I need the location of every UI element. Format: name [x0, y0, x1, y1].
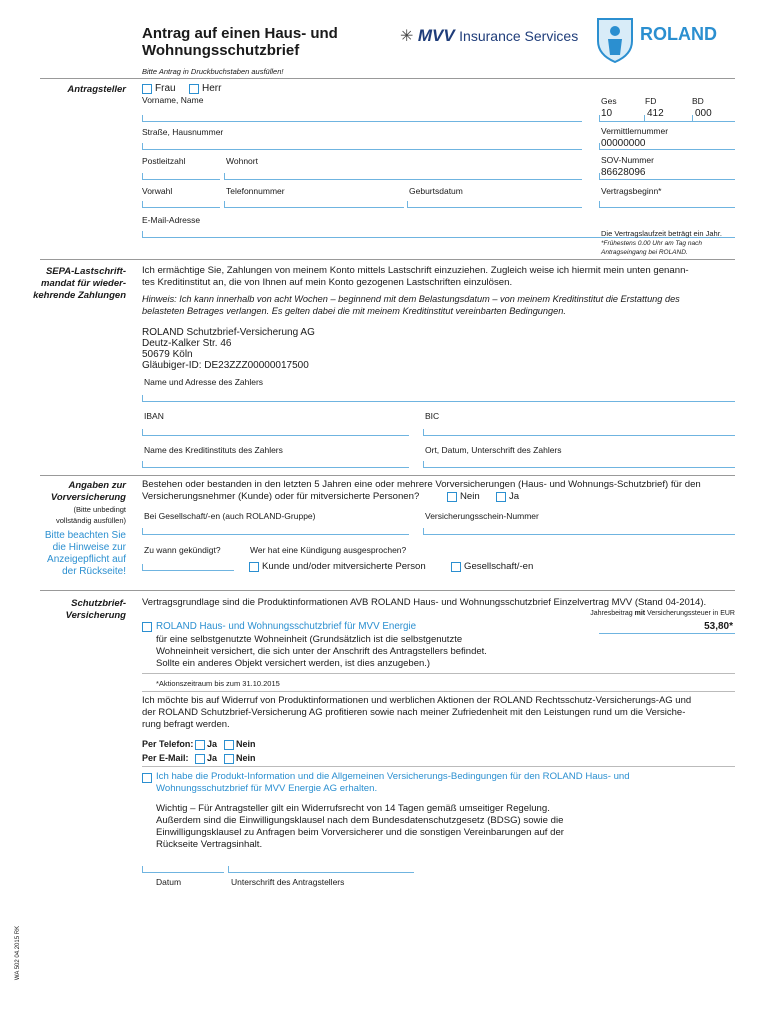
consent-text-1: Ich möchte bis auf Widerruf von Produktinformationen und werblichen Aktionen der ROLAND Rechtsschutz-Versicherungs-AG und [142, 695, 692, 706]
vorversicherung-note-1: (Bitte unbedingt [73, 505, 126, 514]
kreditinstitut-label: Name des Kreditinstituts des Zahlers [144, 445, 283, 455]
sepa-hint-1: Hinweis: Ich kann innerhalb von acht Wochen – beginnend mit dem Belastungsdatum – von meinem Kreditinstitut die Erstattung des [142, 294, 680, 304]
product-option-label: ROLAND Haus- und Wohnungsschutzbrief für MVV Energie [156, 621, 417, 632]
telefon-label: Telefonnummer [226, 186, 285, 196]
antragsteller-divider [40, 259, 735, 260]
telefon-ja-label: Ja [207, 739, 218, 749]
ort-datum-label: Ort, Datum, Unterschrift des Zahlers [425, 445, 562, 455]
star-icon: ✳ [400, 28, 414, 45]
vorversicherung-nein-label: Nein [460, 491, 480, 502]
geburtsdatum-label: Geburtsdatum [409, 186, 463, 196]
schein-nummer-field[interactable] [423, 534, 735, 535]
mvv-brand: MVV [417, 26, 455, 45]
wichtig-text-3: Einwilligungsklausel zu Anfragen beim Vorversicherer und die sonstigen Vereinbarungen auf der [156, 827, 564, 838]
vorname-name-label: Vorname, Name [142, 95, 204, 105]
anzeigepflicht-hint-2: die Hinweise zur [52, 542, 126, 553]
product-desc-1: für eine selbstgenutzte Wohneinheit (Grundsätzlich ist die selbstgenutzte [156, 634, 463, 645]
mvv-subtitle: Insurance Services [459, 28, 579, 44]
email-ja-checkbox[interactable] [195, 754, 205, 764]
datum-field[interactable] [142, 872, 224, 873]
instruction-text: Bitte Antrag in Druckbuchstaben ausfüllen! [142, 67, 284, 76]
anzeigepflicht-hint-1: Bitte beachten Sie [44, 530, 126, 541]
gesellschaft-label: Bei Gesellschaft/-en (auch ROLAND-Gruppe) [144, 511, 316, 521]
sov-field[interactable] [599, 179, 735, 180]
name-adresse-field[interactable] [142, 401, 735, 402]
creditor-line-1: ROLAND Schutzbrief-Versicherung AG [142, 327, 315, 338]
plz-field[interactable] [142, 179, 220, 180]
ges-label: Ges [601, 96, 617, 106]
iban-field[interactable] [142, 435, 409, 436]
sepa-text-2: tes Kreditinstitut an, die von Ihnen auf mein Konto gezogenen Lastschriften einzulösen. [142, 277, 513, 288]
consent-text-2: der ROLAND Schutzbrief-Versicherung AG profitieren sowie nach meiner Zufriedenheit mit den Leistungen rund um die Versiche- [142, 707, 686, 718]
aktion-divider-top [142, 673, 735, 674]
wichtig-text-4: Rückseite Vertragsinhalt. [156, 839, 263, 850]
per-email-label: Per E-Mail: [142, 753, 189, 763]
strasse-field[interactable] [142, 149, 582, 150]
gesellschaft-field[interactable] [142, 534, 409, 535]
product-desc-3: Sollte ein anderes Objekt versichert werden, ist dies anzugeben.) [156, 658, 431, 669]
confirm-checkbox[interactable] [142, 773, 152, 783]
vorversicherung-question-2: Versicherungsnehmer (Kunde) oder für mitversicherte Personen? [142, 491, 420, 502]
kunde-checkbox[interactable] [249, 562, 259, 572]
jahresbeitrag-label: Jahresbeitrag mit Versicherungssteuer in EUR [590, 610, 735, 617]
creditor-id: Gläubiger-ID: DE23ZZZ00000017500 [142, 360, 309, 371]
roland-logo [596, 17, 634, 68]
plz-label: Postleitzahl [142, 156, 186, 166]
unterschrift-label: Unterschrift des Antragstellers [231, 877, 345, 887]
vermittler-value: 00000000 [601, 138, 646, 149]
roland-shield-icon [596, 17, 634, 63]
schutzbrief-label-1: Schutzbrief- [71, 598, 126, 609]
strasse-label: Straße, Hausnummer [142, 127, 224, 137]
schutzbrief-label-2: Versicherung [65, 610, 126, 621]
sepa-label-1: SEPA-Lastschrift- [45, 266, 126, 277]
kunde-option-label: Kunde und/oder mitversicherte Person [262, 561, 426, 572]
vertragsgrundlage-text: Vertragsgrundlage sind die Produktinformationen AVB ROLAND Haus- und Wohnungsschutzbrief Einzelvertrag MVV (Stand 04-2014). [142, 597, 707, 608]
bd-label: BD [692, 96, 704, 106]
form-title-line1: Antrag auf einen Haus- und [142, 25, 338, 42]
frau-checkbox[interactable] [142, 84, 152, 94]
consent-divider [142, 766, 735, 767]
anzeigepflicht-hint-4: der Rückseite! [62, 566, 126, 577]
vertragsbeginn-label: Vertragsbeginn* [601, 186, 662, 196]
vorversicherung-nein-checkbox[interactable] [447, 492, 457, 502]
telefon-nein-checkbox[interactable] [224, 740, 234, 750]
wichtig-text-2: Außerdem sind die Einwilligungsklausel nach dem Bundesdatenschutzgesetz (BDSG) sowie die [156, 815, 564, 826]
wohnort-field[interactable] [224, 179, 582, 180]
vertragsbeginn-field[interactable] [599, 207, 735, 208]
consent-text-3: rung befragt werden. [142, 719, 230, 730]
datum-label: Datum [156, 877, 182, 887]
sepa-label-3: kehrende Zahlungen [33, 290, 126, 301]
vorwahl-label: Vorwahl [142, 186, 173, 196]
product-desc-2: Wohneinheit versichert, die sich unter der Anschrift des Antragstellers befindet. [156, 646, 487, 657]
vorversicherung-ja-label: Ja [509, 491, 520, 502]
vorversicherung-question-1: Bestehen oder bestanden in den letzten 5 Jahren eine oder mehrere Vorversicherungen (Haus- und Wohnungs-Schutzbrief) für den [142, 479, 701, 490]
fd-value: 412 [647, 108, 664, 119]
fruehestens-note-1: *Frühestens 0.00 Uhr am Tag nach [601, 240, 702, 247]
ges-fd-bd-field[interactable] [599, 121, 735, 122]
mvv-logo [400, 26, 578, 46]
fruehestens-note-2: Antragseingang bei ROLAND. [601, 249, 688, 256]
vorversicherung-divider [40, 590, 735, 591]
email-nein-label: Nein [236, 753, 256, 763]
price-value: 53,80* [704, 621, 733, 632]
vorname-name-field[interactable] [142, 121, 582, 122]
aktion-divider-bottom [142, 691, 735, 692]
geburtsdatum-field[interactable] [407, 207, 582, 208]
wohnort-label: Wohnort [226, 156, 258, 166]
kreditinstitut-field[interactable] [142, 467, 409, 468]
anzeigepflicht-hint-3: Anzeigepflicht auf [47, 554, 126, 565]
wer-kuendigung-label: Wer hat eine Kündigung ausgesprochen? [250, 545, 407, 555]
vorversicherung-label-2: Vorversicherung [50, 492, 126, 503]
product-checkbox[interactable] [142, 622, 152, 632]
email-label: E-Mail-Adresse [142, 215, 201, 225]
sepa-text-1: Ich ermächtige Sie, Zahlungen von meinem Konto mittels Lastschrift einzuziehen. Zugleich weise ich hiermit mein unten genann- [142, 265, 689, 276]
ort-datum-signature-field[interactable] [423, 467, 735, 468]
frau-label: Frau [155, 83, 176, 94]
iban-label: IBAN [144, 411, 164, 421]
vermittler-label: Vermittlernummer [601, 126, 669, 136]
vorversicherung-label-1: Angaben zur [68, 480, 126, 491]
header-divider [40, 78, 735, 79]
price-field [599, 633, 735, 634]
form-code: WA 502 04.2015 RK [15, 925, 21, 981]
bic-field[interactable] [423, 435, 735, 436]
vorversicherung-ja-checkbox[interactable] [496, 492, 506, 502]
laufzeit-note: Die Vertragslaufzeit beträgt ein Jahr. [601, 229, 722, 238]
aktion-note: *Aktionszeitraum bis zum 31.10.2015 [156, 679, 280, 688]
email-nein-checkbox[interactable] [224, 754, 234, 764]
telefon-nein-label: Nein [236, 739, 256, 749]
telefon-ja-checkbox[interactable] [195, 740, 205, 750]
per-telefon-label: Per Telefon: [142, 739, 194, 749]
ges-value: 10 [601, 108, 613, 119]
gekuendigt-label: Zu wann gekündigt? [144, 545, 221, 555]
herr-label: Herr [202, 83, 222, 94]
email-ja-label: Ja [207, 753, 218, 763]
vorwahl-field[interactable] [142, 207, 220, 208]
gesellschaft-checkbox[interactable] [451, 562, 461, 572]
sepa-hint-2: belasteten Betrages verlangen. Es gelten dabei die mit meinem Kreditinstitut vereinbarten Bedingungen. [142, 306, 566, 316]
telefon-field[interactable] [224, 207, 404, 208]
vorversicherung-note-2: vollständig ausfüllen) [55, 516, 126, 525]
creditor-line-2: Deutz-Kalker Str. 46 [142, 338, 232, 349]
creditor-line-3: 50679 Köln [142, 349, 193, 360]
name-adresse-label: Name und Adresse des Zahlers [144, 377, 264, 387]
confirm-text-1: Ich habe die Produkt-Information und die Allgemeinen Versicherungs-Bedingungen für den ROLAND Haus- und [156, 771, 630, 782]
sepa-divider [40, 475, 735, 476]
gekuendigt-field[interactable] [142, 570, 234, 571]
unterschrift-field[interactable] [228, 872, 414, 873]
herr-checkbox[interactable] [189, 84, 199, 94]
roland-brand: ROLAND [640, 24, 717, 44]
antragsteller-label: Antragsteller [67, 84, 126, 95]
bd-value: 000 [695, 108, 712, 119]
sepa-label-2: mandat für wieder- [41, 278, 126, 289]
gesellschaft-option-label: Gesellschaft/-en [464, 561, 534, 572]
bic-label: BIC [425, 411, 440, 421]
sov-label: SOV-Nummer [601, 155, 654, 165]
vermittler-field[interactable] [599, 149, 735, 150]
wichtig-text-1: Wichtig – Für Antragsteller gilt ein Widerrufsrecht von 14 Tagen gemäß umseitiger Regelung. [156, 803, 550, 814]
form-title-line2: Wohnungsschutzbrief [142, 42, 300, 59]
schein-nummer-label: Versicherungsschein-Nummer [425, 511, 539, 521]
confirm-text-2: Wohnungsschutzbrief für MVV Energie AG erhalten. [156, 783, 378, 794]
sov-value: 86628096 [601, 167, 646, 178]
fd-label: FD [645, 96, 657, 106]
